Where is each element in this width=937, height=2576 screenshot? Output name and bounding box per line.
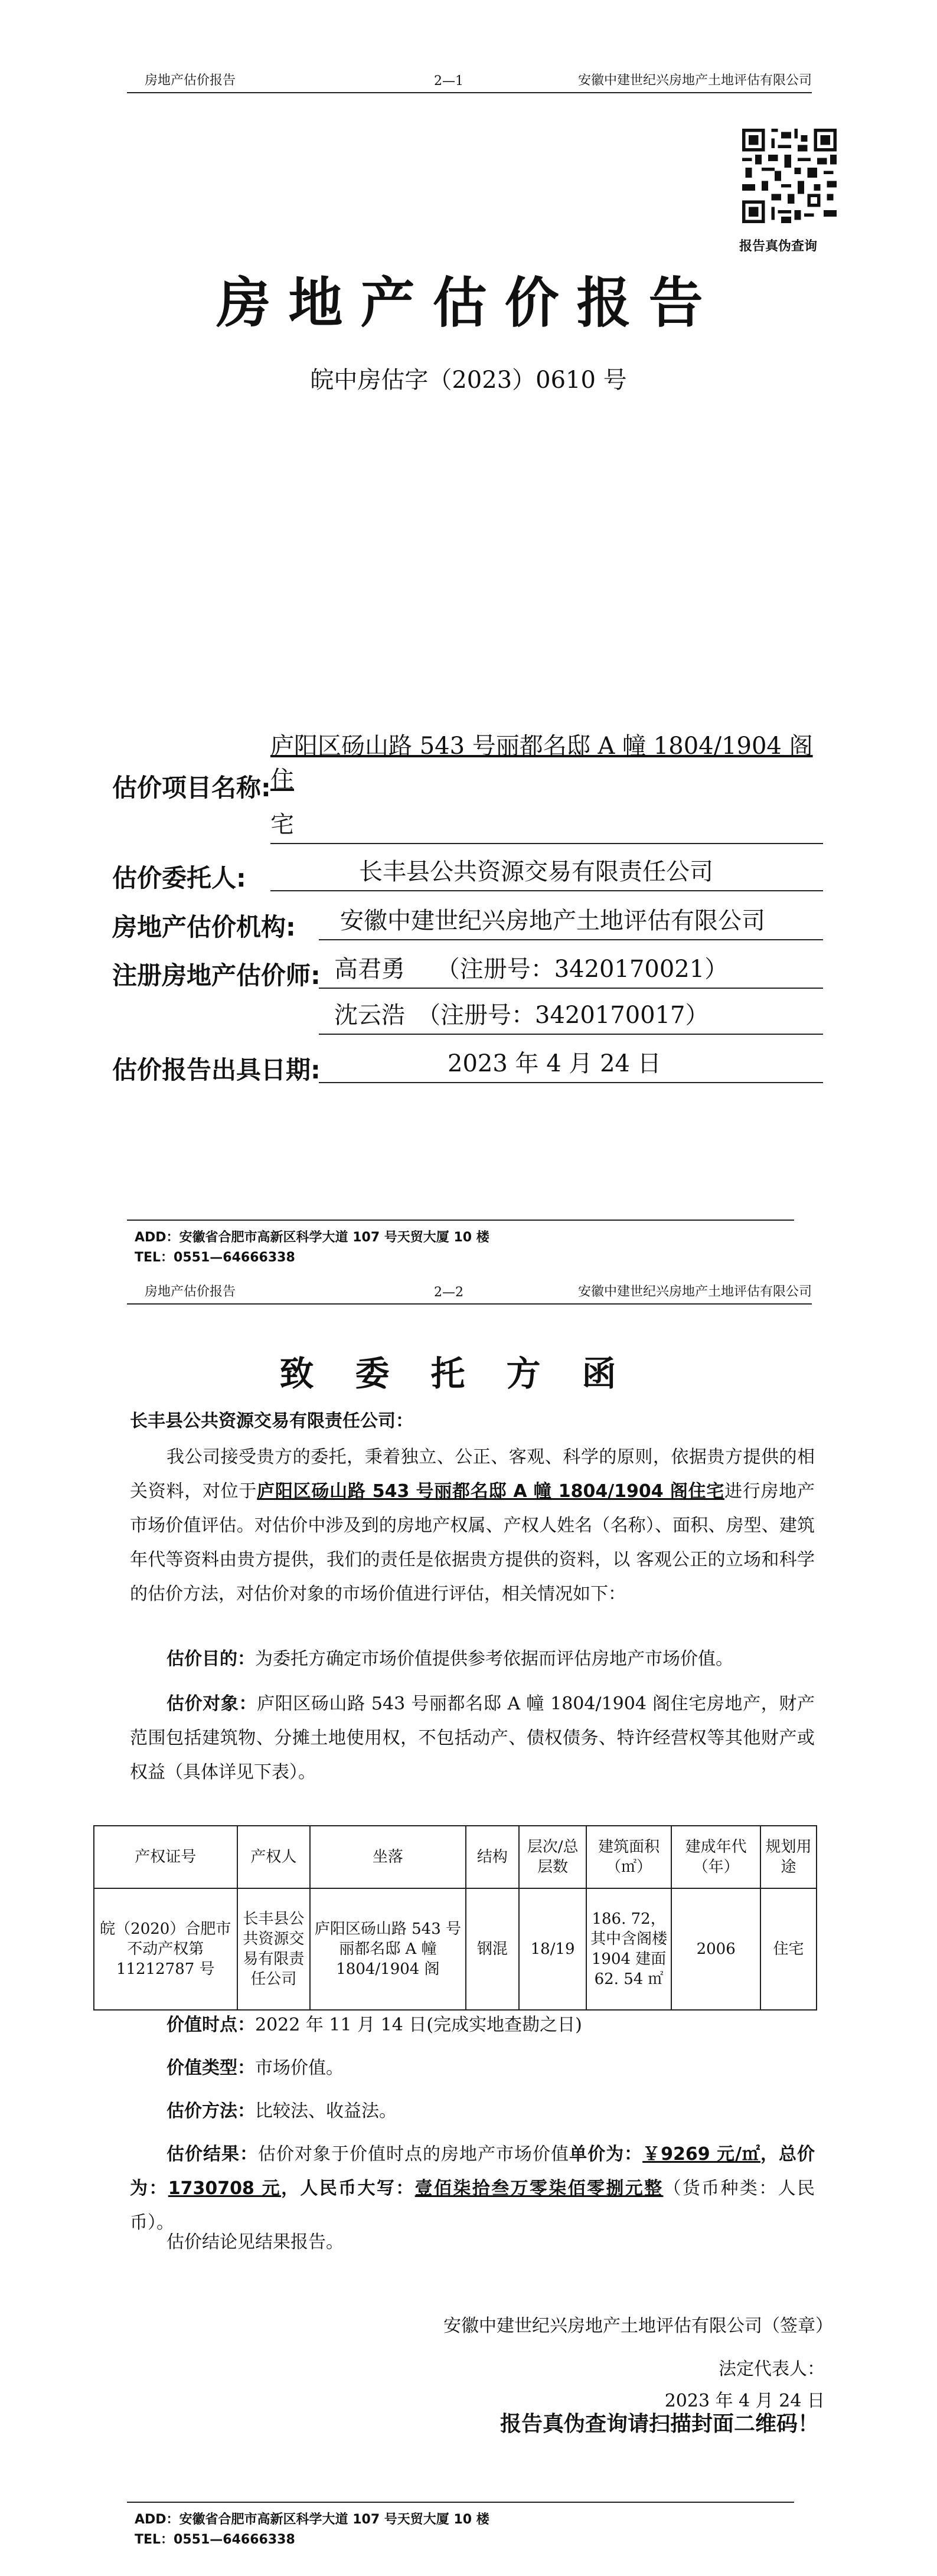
table-cell: 186. 72，其中含阁楼 1904 建面 62. 54 ㎡ (586, 1888, 671, 2010)
footer-tel: TEL：0551—64666338 (135, 1250, 295, 1265)
page-header (127, 70, 812, 93)
table-header: 产权证号 (94, 1826, 237, 1888)
letter-title: 致委托方函 (279, 1354, 658, 1394)
value-date-label: 价值时点： (166, 2015, 255, 2035)
total-price-label: ，总价为： (130, 2144, 815, 2199)
field-label: 估价项目名称: (112, 773, 271, 802)
field-value-continued: 沈云浩 （注册号：3420170017） (334, 1002, 709, 1029)
header-page-number: 2—2 (434, 1285, 463, 1300)
value-type-text: 市场价值。 (255, 2058, 344, 2078)
field-value: 庐阳区砀山路 543 号丽都名邸 A 幢 1804/1904 阁住 (270, 733, 813, 793)
document-number: 皖中房估字（2023）0610 号 (310, 367, 627, 394)
field-report-date (112, 1051, 321, 1086)
object-paragraph (130, 1687, 815, 1790)
unit-price-label: 单价为： (569, 2144, 643, 2165)
intro-text-continued: 进行房地产市场价值评估。对估价中涉及到的房地产权属、产权人姓名（名称）、面积、房型、建筑年代等资料由贵方提供，我们的责任是依据贵方提供的资料，以 客观公正的立场和科学的估价方法，对估价对象的市场价值进行评估，相关情况如下： (130, 1481, 815, 1604)
conclusion-text: 估价结论见结果报告。 (166, 2232, 344, 2253)
value-date-text: 2022 年 11 月 14 日(完成实地查勘之日) (255, 2015, 582, 2035)
page-footer (127, 2502, 794, 2550)
header-company: 安徽中建世纪兴房地产土地评估有限公司 (577, 1284, 812, 1299)
rmb-uppercase: 壹佰柒拾叁万零柒佰零捌元整 (414, 2178, 664, 2199)
sign-date: 2023 年 4 月 24 日 (664, 2391, 825, 2411)
table-header: 层次/总层数 (519, 1826, 586, 1888)
field-registered-appraiser (112, 956, 321, 992)
field-value-line (319, 1001, 823, 1035)
header-company: 安徽中建世纪兴房地产土地评估有限公司 (577, 73, 812, 88)
field-label: 估价委托人: (112, 864, 246, 893)
table-cell: 皖（2020）合肥市不动产权第 11212787 号 (94, 1888, 237, 2010)
object-text: 庐阳区砀山路 543 号丽都名邸 A 幢 1804/1904 阁住宅房地产，财产范围包括建筑物、分摊土地使用权，不包括动产、债权债务、特许经营权等其他财产或权益（具体详见下表）。 (130, 1694, 815, 1783)
addressee: 长丰县公共资源交易有限责任公司： (130, 1411, 413, 1431)
table-cell: 长丰县公共资源交易有限责任公司 (237, 1888, 311, 2010)
report-title: 房地产估价报告 (216, 271, 721, 335)
table-header: 规划用途 (760, 1826, 817, 1888)
field-value-line (270, 810, 823, 844)
field-value: 2023 年 4 月 24 日 (448, 1050, 661, 1077)
field-value: 安徽中建世纪兴房地产土地评估有限公司 (340, 907, 765, 934)
field-value: 高君勇 （注册号：3420170021） (334, 956, 729, 983)
table-header: 坐落 (310, 1826, 465, 1888)
property-name: 庐阳区砀山路 543 号丽都名邸 A 幢 1804/1904 阁住宅 (257, 1481, 725, 1502)
field-value-continued: 宅 (270, 811, 294, 838)
header-title: 房地产估价报告 (145, 1284, 236, 1299)
field-value-line (270, 857, 823, 891)
footer-address: ADD：安徽省合肥市高新区科学大道 107 号天贸大厦 10 楼 (135, 1230, 489, 1245)
qr-caption: 报告真伪查询 (739, 239, 818, 254)
verify-notice: 报告真伪查询请扫描封面二维码！ (499, 2412, 819, 2436)
rmb-label: ，人民币大写： (281, 2178, 415, 2199)
table-cell: 18/19 (519, 1888, 586, 2010)
result-paragraph (130, 2137, 815, 2240)
object-label: 估价对象： (166, 1694, 257, 1714)
method-label: 估价方法： (166, 2101, 255, 2121)
total-price: 1730708 元 (168, 2178, 282, 2199)
currency-note: （货币种类：人民币）。 (130, 2178, 815, 2233)
intro-paragraph (130, 1440, 815, 1611)
result-label: 估价结果： (166, 2144, 259, 2165)
value-type-paragraph (130, 2051, 815, 2085)
page-footer (127, 1220, 794, 1268)
signature-company: 安徽中建世纪兴房地产土地评估有限公司（签章） (443, 2316, 833, 2336)
legal-representative: 法定代表人： (719, 2359, 825, 2379)
field-client (112, 859, 246, 894)
field-value: 长丰县公共资源交易有限责任公司 (359, 858, 713, 885)
table-header-row (94, 1826, 817, 1888)
field-label: 房地产估价机构: (112, 913, 296, 942)
table-cell: 2006 (671, 1888, 760, 2010)
method-text: 比较法、收益法。 (255, 2101, 397, 2121)
table-header: 建筑面积（㎡） (586, 1826, 671, 1888)
header-title: 房地产估价报告 (145, 73, 236, 88)
field-value-line (319, 906, 823, 940)
intro-text: 我公司接受贵方的委托，秉着独立、公正、客观、科学的原则，依据贵方提供的相关资料，对位于 (130, 1447, 815, 1502)
value-date-paragraph (130, 2008, 815, 2042)
footer-address: ADD：安徽省合肥市高新区科学大道 107 号天贸大厦 10 楼 (135, 2512, 489, 2527)
table-cell: 钢混 (466, 1888, 520, 2010)
field-value-line (319, 1049, 823, 1083)
table-row (94, 1888, 817, 2010)
purpose-text: 为委托方确定市场价值提供参考依据而评估房地产市场价值。 (255, 1649, 733, 1669)
unit-price: ￥9269 元/㎡ (642, 2144, 761, 2165)
value-type-label: 价值类型： (166, 2058, 255, 2078)
qr-code-icon[interactable] (742, 129, 837, 223)
field-project-name (112, 769, 271, 804)
result-text: 估价对象于价值时点的房地产市场价值 (258, 2144, 570, 2165)
purpose-paragraph (130, 1642, 815, 1676)
table-header: 产权人 (237, 1826, 311, 1888)
field-label: 估价报告出具日期: (112, 1055, 321, 1084)
field-label: 注册房地产估价师: (112, 961, 321, 990)
footer-tel: TEL：0551—64666338 (135, 2532, 295, 2547)
table-header: 结构 (466, 1826, 520, 1888)
table-cell: 庐阳区砀山路 543 号丽都名邸 A 幢 1804/1904 阁 (310, 1888, 465, 2010)
conclusion-paragraph (130, 2225, 815, 2260)
page-header (127, 1281, 812, 1305)
field-value-line (319, 954, 823, 989)
table-header: 建成年代（年） (671, 1826, 760, 1888)
table-cell: 住宅 (760, 1888, 817, 2010)
header-page-number: 2—1 (434, 74, 463, 89)
property-table (93, 1825, 817, 2011)
purpose-label: 估价目的： (166, 1649, 255, 1669)
method-paragraph (130, 2094, 815, 2129)
field-value-line (270, 733, 823, 798)
field-appraisal-agency (112, 908, 296, 943)
